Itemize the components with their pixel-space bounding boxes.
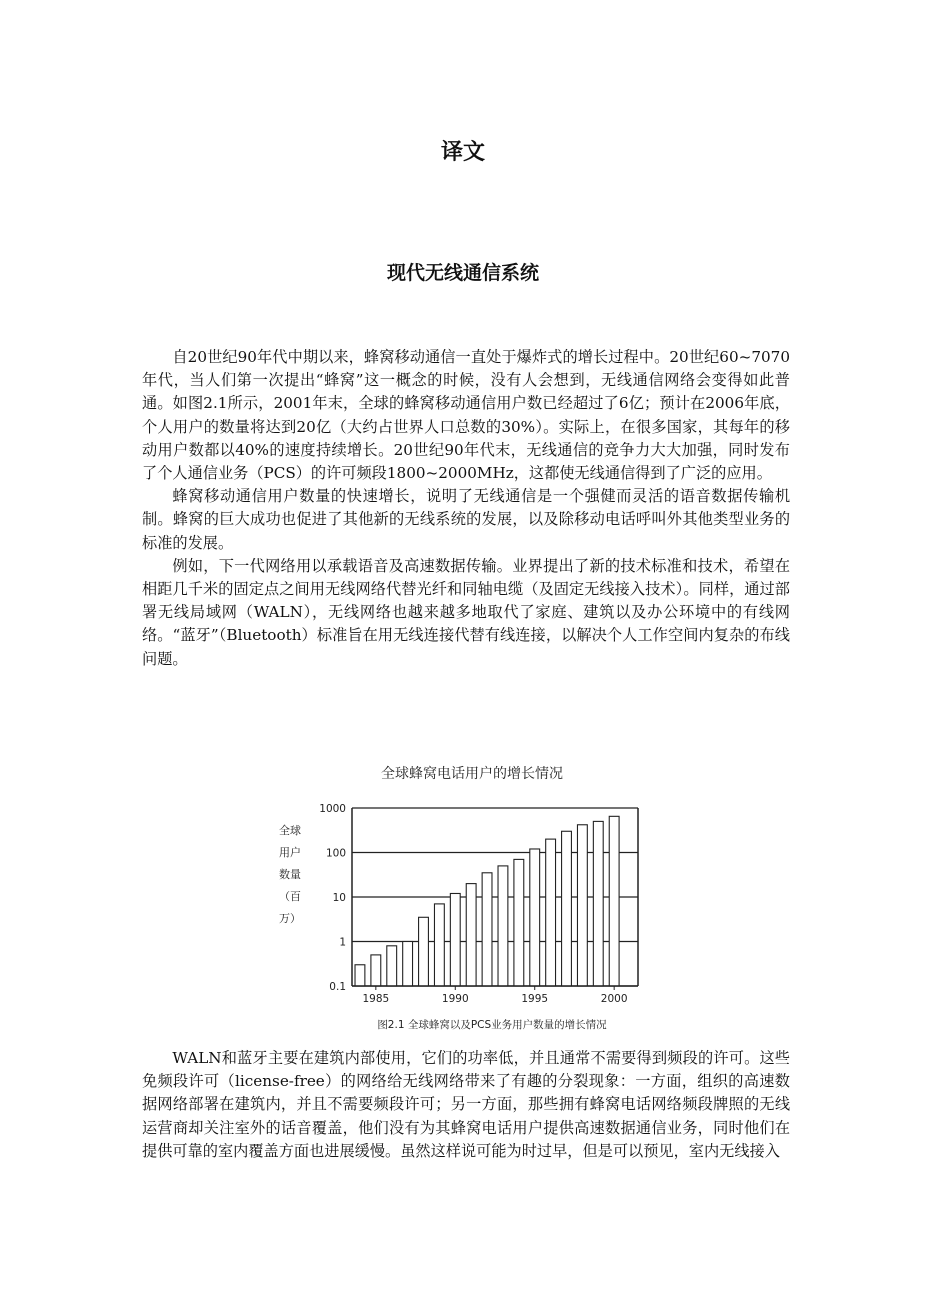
y-tick-label: 0.1 <box>329 981 346 993</box>
bar <box>466 884 476 986</box>
bar <box>514 859 524 986</box>
paragraph: 蜂窝移动通信用户数量的快速增长，说明了无线通信是一个强健而灵活的语音数据传输机制。蜂窝的巨大成功也促进了其他新的无线系统的发展，以及除移动电话呼叫外其他类型业务的标准的发展。 <box>142 487 790 552</box>
paragraph: 例如，下一代网络用以承载语音及高速数据传输。业界提出了新的技术标准和技术，希望在相距几千米的固定点之间用无线网络代替光纤和同轴电缆（及固定无线接入技术）。同样，通过部署无线局域网（WALN），无线网络也越来越多地取代了家庭、建筑以及办公环境中的有线网络。“蓝牙”（Bluetooth）标准旨在用无线连接代替有线连接，以解决个人工作空间内复杂的布线问题。 <box>142 556 790 668</box>
body-text-top <box>142 346 790 671</box>
x-tick-label: 1995 <box>521 993 549 1005</box>
y-axis-label <box>279 823 301 925</box>
y-tick-label: 10 <box>332 892 346 904</box>
bar <box>355 965 365 986</box>
y-label-line: （百 <box>279 890 301 903</box>
y-label-line: 全球 <box>279 824 301 837</box>
document-title: 译文 <box>440 140 485 165</box>
document-subtitle: 现代无线通信系统 <box>386 262 539 284</box>
bar <box>450 893 460 986</box>
x-tick-label: 1990 <box>441 993 469 1005</box>
x-tick-label: 2000 <box>600 993 628 1005</box>
y-tick-label: 1 <box>339 936 346 949</box>
bar <box>482 873 492 986</box>
bar <box>530 849 540 986</box>
y-label-line: 万） <box>279 912 301 925</box>
figure-subscriber-growth <box>262 758 662 1038</box>
bar <box>371 955 381 986</box>
bar <box>387 946 397 986</box>
bar <box>419 917 429 986</box>
body-text-bottom <box>142 1047 790 1163</box>
paragraph: WALN和蓝牙主要在建筑内部使用，它们的功率低，并且通常不需要得到频段的许可。这些免频段许可（license-free）的网络给无线网络带来了有趣的分裂现象：一方面，组织的高速数据网络部署在建筑内，并且不需要频段许可；另一方面，那些拥有蜂窝电话网络频段牌照的无线运营商却关注室外的话音覆盖，他们没有为其蜂窝电话用户提供高速数据通信业务，同时他们在提供可靠的室内覆盖方面也进展缓慢。虽然这样说可能为时过早，但是可以预见，室内无线接入 <box>142 1049 790 1160</box>
bar <box>577 825 587 986</box>
bar <box>434 904 444 986</box>
y-label-line: 数量 <box>279 868 301 881</box>
y-label-line: 用户 <box>279 846 301 859</box>
subscriber-growth-chart <box>262 758 662 1038</box>
x-tick-label: 1985 <box>362 993 390 1005</box>
figure-caption: 图2.1 全球蜂窝以及PCS业务用户数量的增长情况 <box>377 1019 607 1031</box>
bar <box>498 866 508 986</box>
y-tick-label: 1000 <box>319 803 346 815</box>
y-tick-label: 100 <box>325 847 346 860</box>
bar <box>403 942 413 987</box>
bar <box>562 831 572 986</box>
paragraph: 自20世纪90年代中期以来，蜂窝移动通信一直处于爆炸式的增长过程中。20世纪60~7070年代，当人们第一次提出“蜂窝”这一概念的时候，没有人会想到，无线通信网络会变得如此普通。如图2.1所示，2001年末，全球的蜂窝移动通信用户数已经超过了6亿；预计在2006年底，个人用户的数量将达到20亿（大约占世界人口总数的30%）。实际上，在很多国家，其每年的移动用户数都以40%的速度持续增长。20世纪90年代末，无线通信的竞争力大大加强，同时发布了个人通信业务（PCS）的许可频段1800~2000MHz，这都使无线通信得到了广泛的应用。 <box>142 348 790 483</box>
bar <box>546 839 556 986</box>
chart-title: 全球蜂窝电话用户的增长情况 <box>381 766 563 782</box>
bar <box>593 821 603 986</box>
bar <box>609 816 619 986</box>
